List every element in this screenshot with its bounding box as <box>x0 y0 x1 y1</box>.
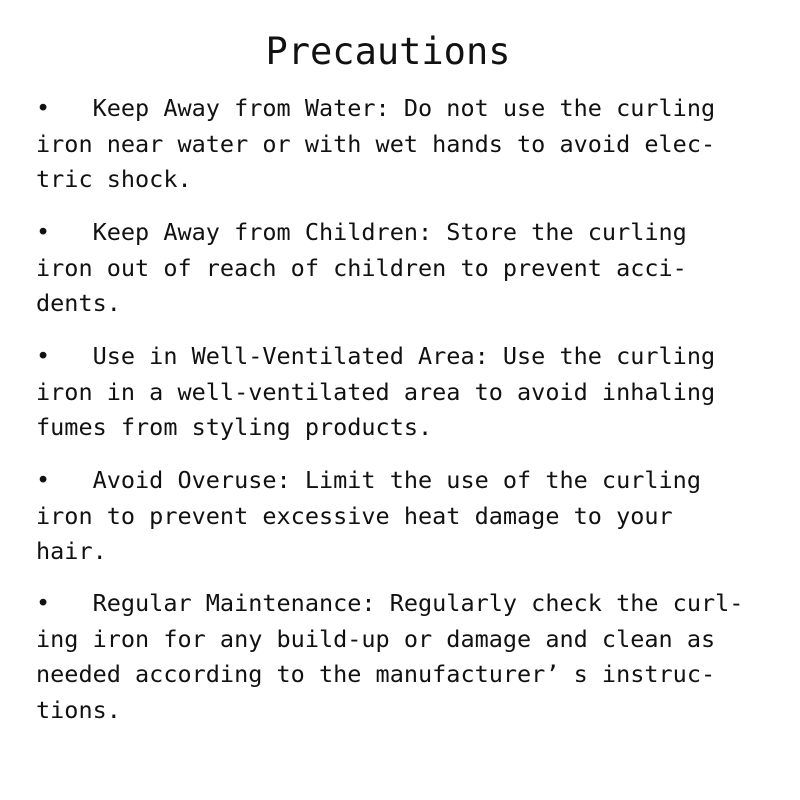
precaution-line: iron near water or with wet hands to avoid elec- <box>36 129 716 158</box>
precaution-line: • Use in Well-Ventilated Area: Use the curling <box>36 342 716 370</box>
precaution-line: tions. <box>36 695 121 724</box>
page-title: Precautions <box>265 30 511 73</box>
precaution-item-overuse <box>36 463 776 570</box>
precaution-line: • Keep Away from Water: Do not use the curling <box>36 94 716 122</box>
precaution-line: dents. <box>36 289 121 317</box>
precaution-line: tric shock. <box>36 165 192 193</box>
precaution-item-water <box>36 91 776 198</box>
precaution-line: iron in a well-ventilated area to avoid inhaling <box>36 377 716 406</box>
precaution-line: • Avoid Overuse: Limit the use of the curling <box>36 466 701 494</box>
precaution-line: iron out of reach of children to prevent acci- <box>36 253 687 282</box>
precaution-item-maintenance <box>36 586 776 728</box>
precaution-item-ventilation <box>36 339 776 446</box>
precaution-line: • Keep Away from Children: Store the curling <box>36 218 687 246</box>
precaution-line: • Regular Maintenance: Regularly check the curl- <box>36 589 744 617</box>
precaution-line: ing iron for any build-up or damage and clean as <box>36 624 716 653</box>
precaution-line: fumes from styling products. <box>36 413 433 441</box>
precaution-line: iron to prevent excessive heat damage to your <box>36 501 673 530</box>
precaution-line: hair. <box>36 537 107 565</box>
precaution-item-children <box>36 215 776 322</box>
precaution-line: needed according to the manufacturer’ s instruc- <box>36 660 716 688</box>
